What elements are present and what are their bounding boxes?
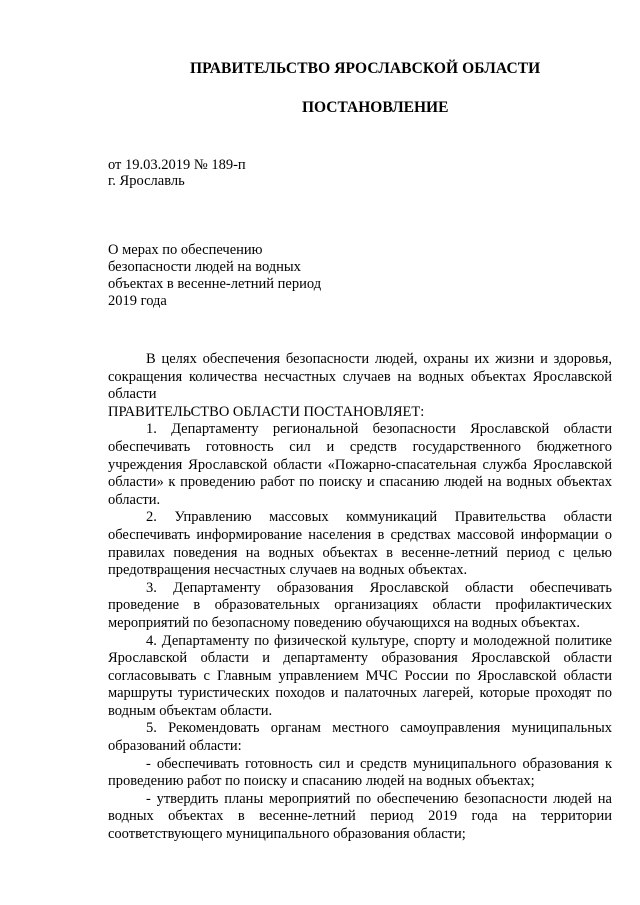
- body-paragraph: - утвердить планы мероприятий по обеспечению безопасности людей на водных объектах в весенне-летний период 2019 года на территории соответствующего муниципального образования области;: [108, 790, 612, 843]
- government-title: ПРАВИТЕЛЬСТВО ЯРОСЛАВСКОЙ ОБЛАСТИ: [190, 60, 541, 77]
- body-paragraph: 3. Департаменту образования Ярославской области обеспечивать проведение в образовательных организациях области профилактических мероприятий по безопасному поведению обучающихся на водных объектах.: [108, 579, 612, 631]
- body-paragraph: 1. Департаменту региональной безопасности Ярославской области обеспечивать готовность сил и средств государственного бюджетного учреждения Ярославской области «Пожарно-спасательная служба Ярославской области» к проведению работ по поиску и спасанию людей на водных объектах области.: [108, 421, 612, 508]
- body-paragraph: - обеспечивать готовность сил и средств муниципального образования к проведению работ по поиску и спасанию людей на водных объектах;: [108, 755, 612, 790]
- document-meta: [108, 157, 246, 189]
- subject-line: объектах в весенне-летний период: [108, 276, 322, 292]
- date-and-number: от 19.03.2019 № 189-п: [108, 157, 246, 173]
- body-paragraph: 4. Департаменту по физической культуре, спорту и молодежной политике Ярославской области и департаменту образования Ярославской области согласовывать с Главным управлением МЧС России по Ярославской области маршруты туристических походов и палаточных лагерей, которые проходят по водным объектам области.: [108, 632, 612, 719]
- body-paragraph: 2. Управлению массовых коммуникаций Правительства области обеспечивать информирование населения в средствах массовой информации о правилах поведения на водных объектах в весенне-летний период с целью предотвращения несчастных случаев на водных объектах.: [108, 509, 612, 579]
- subject-line: безопасности людей на водных: [108, 259, 301, 275]
- document-type: ПОСТАНОВЛЕНИЕ: [302, 99, 449, 116]
- document-subject: [108, 242, 368, 310]
- document-body: [108, 351, 612, 844]
- body-paragraph: 5. Рекомендовать органам местного самоуправления муниципальных образований области:: [108, 720, 612, 755]
- resolves-line: ПРАВИТЕЛЬСТВО ОБЛАСТИ ПОСТАНОВЛЯЕТ:: [108, 403, 425, 420]
- subject-line: 2019 года: [108, 293, 167, 309]
- city: г. Ярославль: [108, 173, 185, 189]
- subject-line: О мерах по обеспечению: [108, 242, 263, 258]
- preamble-paragraph: В целях обеспечения безопасности людей, охраны их жизни и здоровья, сокращения количества несчастных случаев на водных объектах Ярославской области: [108, 351, 612, 403]
